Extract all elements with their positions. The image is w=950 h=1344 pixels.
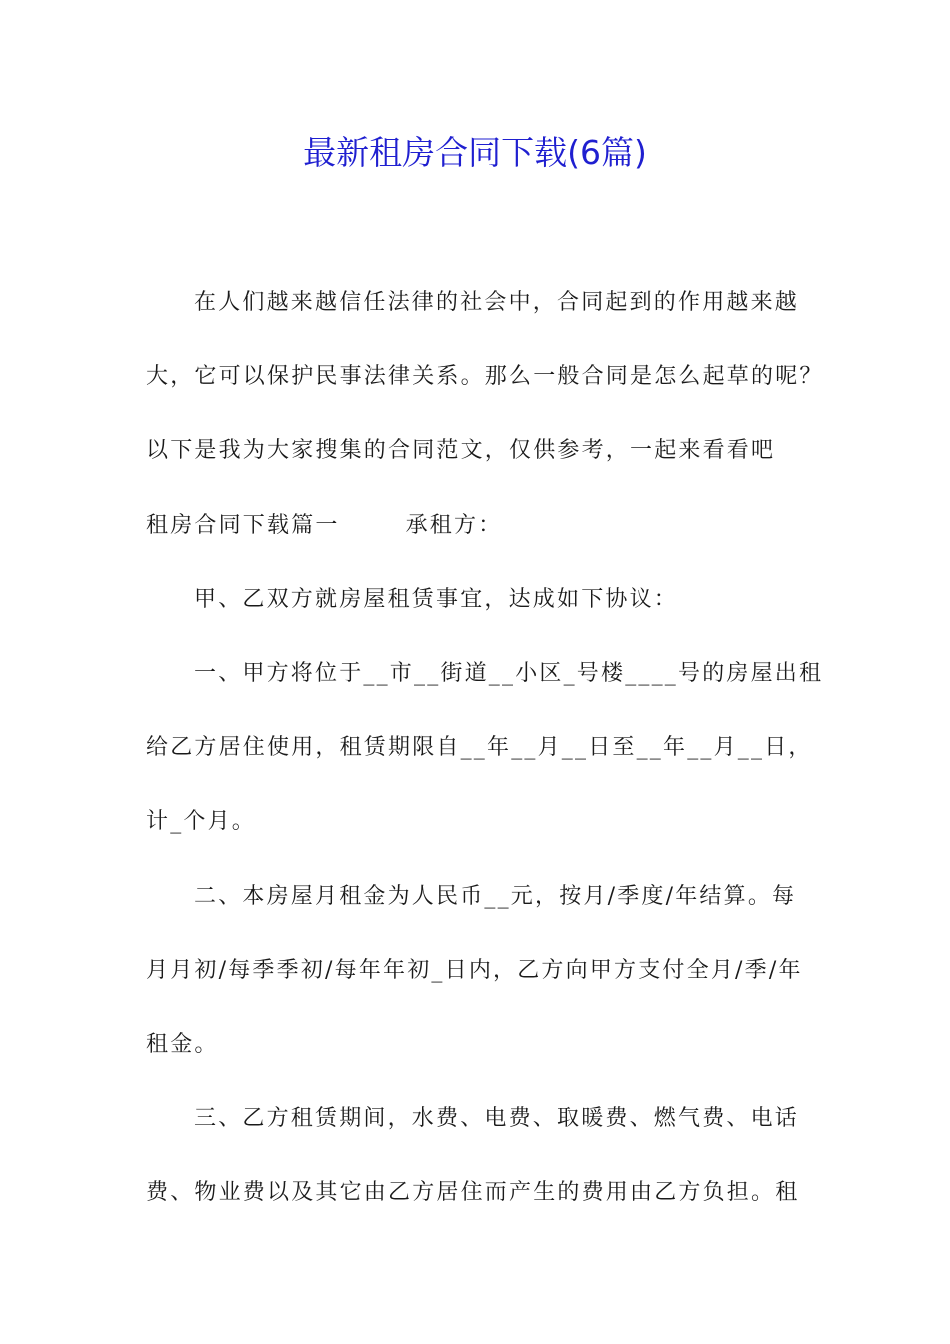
document-body <box>146 266 824 1230</box>
clause-2-line-1: 二、本房屋月租金为人民币__元，按月/季度/年结算。每 <box>194 883 797 909</box>
intro-line-1: 在人们越来越信任法律的社会中，合同起到的作用越来越 <box>194 290 800 315</box>
clause-1-line-3: 计_个月。 <box>146 809 257 835</box>
agreement-intro: 甲、乙双方就房屋租赁事宜，达成如下协议： <box>194 586 679 612</box>
tenant-label: 承租方： <box>405 512 503 538</box>
clause-1-line-2: 给乙方居住使用，租赁期限自__年__月__日至__年__月__日， <box>146 735 813 761</box>
section-heading: 租房合同下载篇一 <box>146 512 340 538</box>
document-title: 最新租房合同下载(6篇) <box>303 133 647 172</box>
clause-1-line-1: 一、甲方将位于__市__街道__小区_号楼____号的房屋出租 <box>194 660 824 686</box>
clause-2-line-2: 月月初/每季季初/每年年初_日内，乙方向甲方支付全月/季/年 <box>146 957 803 983</box>
clause-2-line-3: 租金。 <box>146 1031 219 1057</box>
clause-3-line-2: 费、物业费以及其它由乙方居住而产生的费用由乙方负担。租 <box>146 1180 800 1206</box>
intro-line-3: 以下是我为大家搜集的合同范文，仅供参考，一起来看看吧 <box>146 438 776 464</box>
section-heading-line <box>146 489 806 563</box>
intro-line-2: 大，它可以保护民事法律关系。那么一般合同是怎么起草的呢？ <box>146 364 824 390</box>
clause-3-line-1: 三、乙方租赁期间，水费、电费、取暖费、燃气费、电话 <box>194 1106 800 1132</box>
